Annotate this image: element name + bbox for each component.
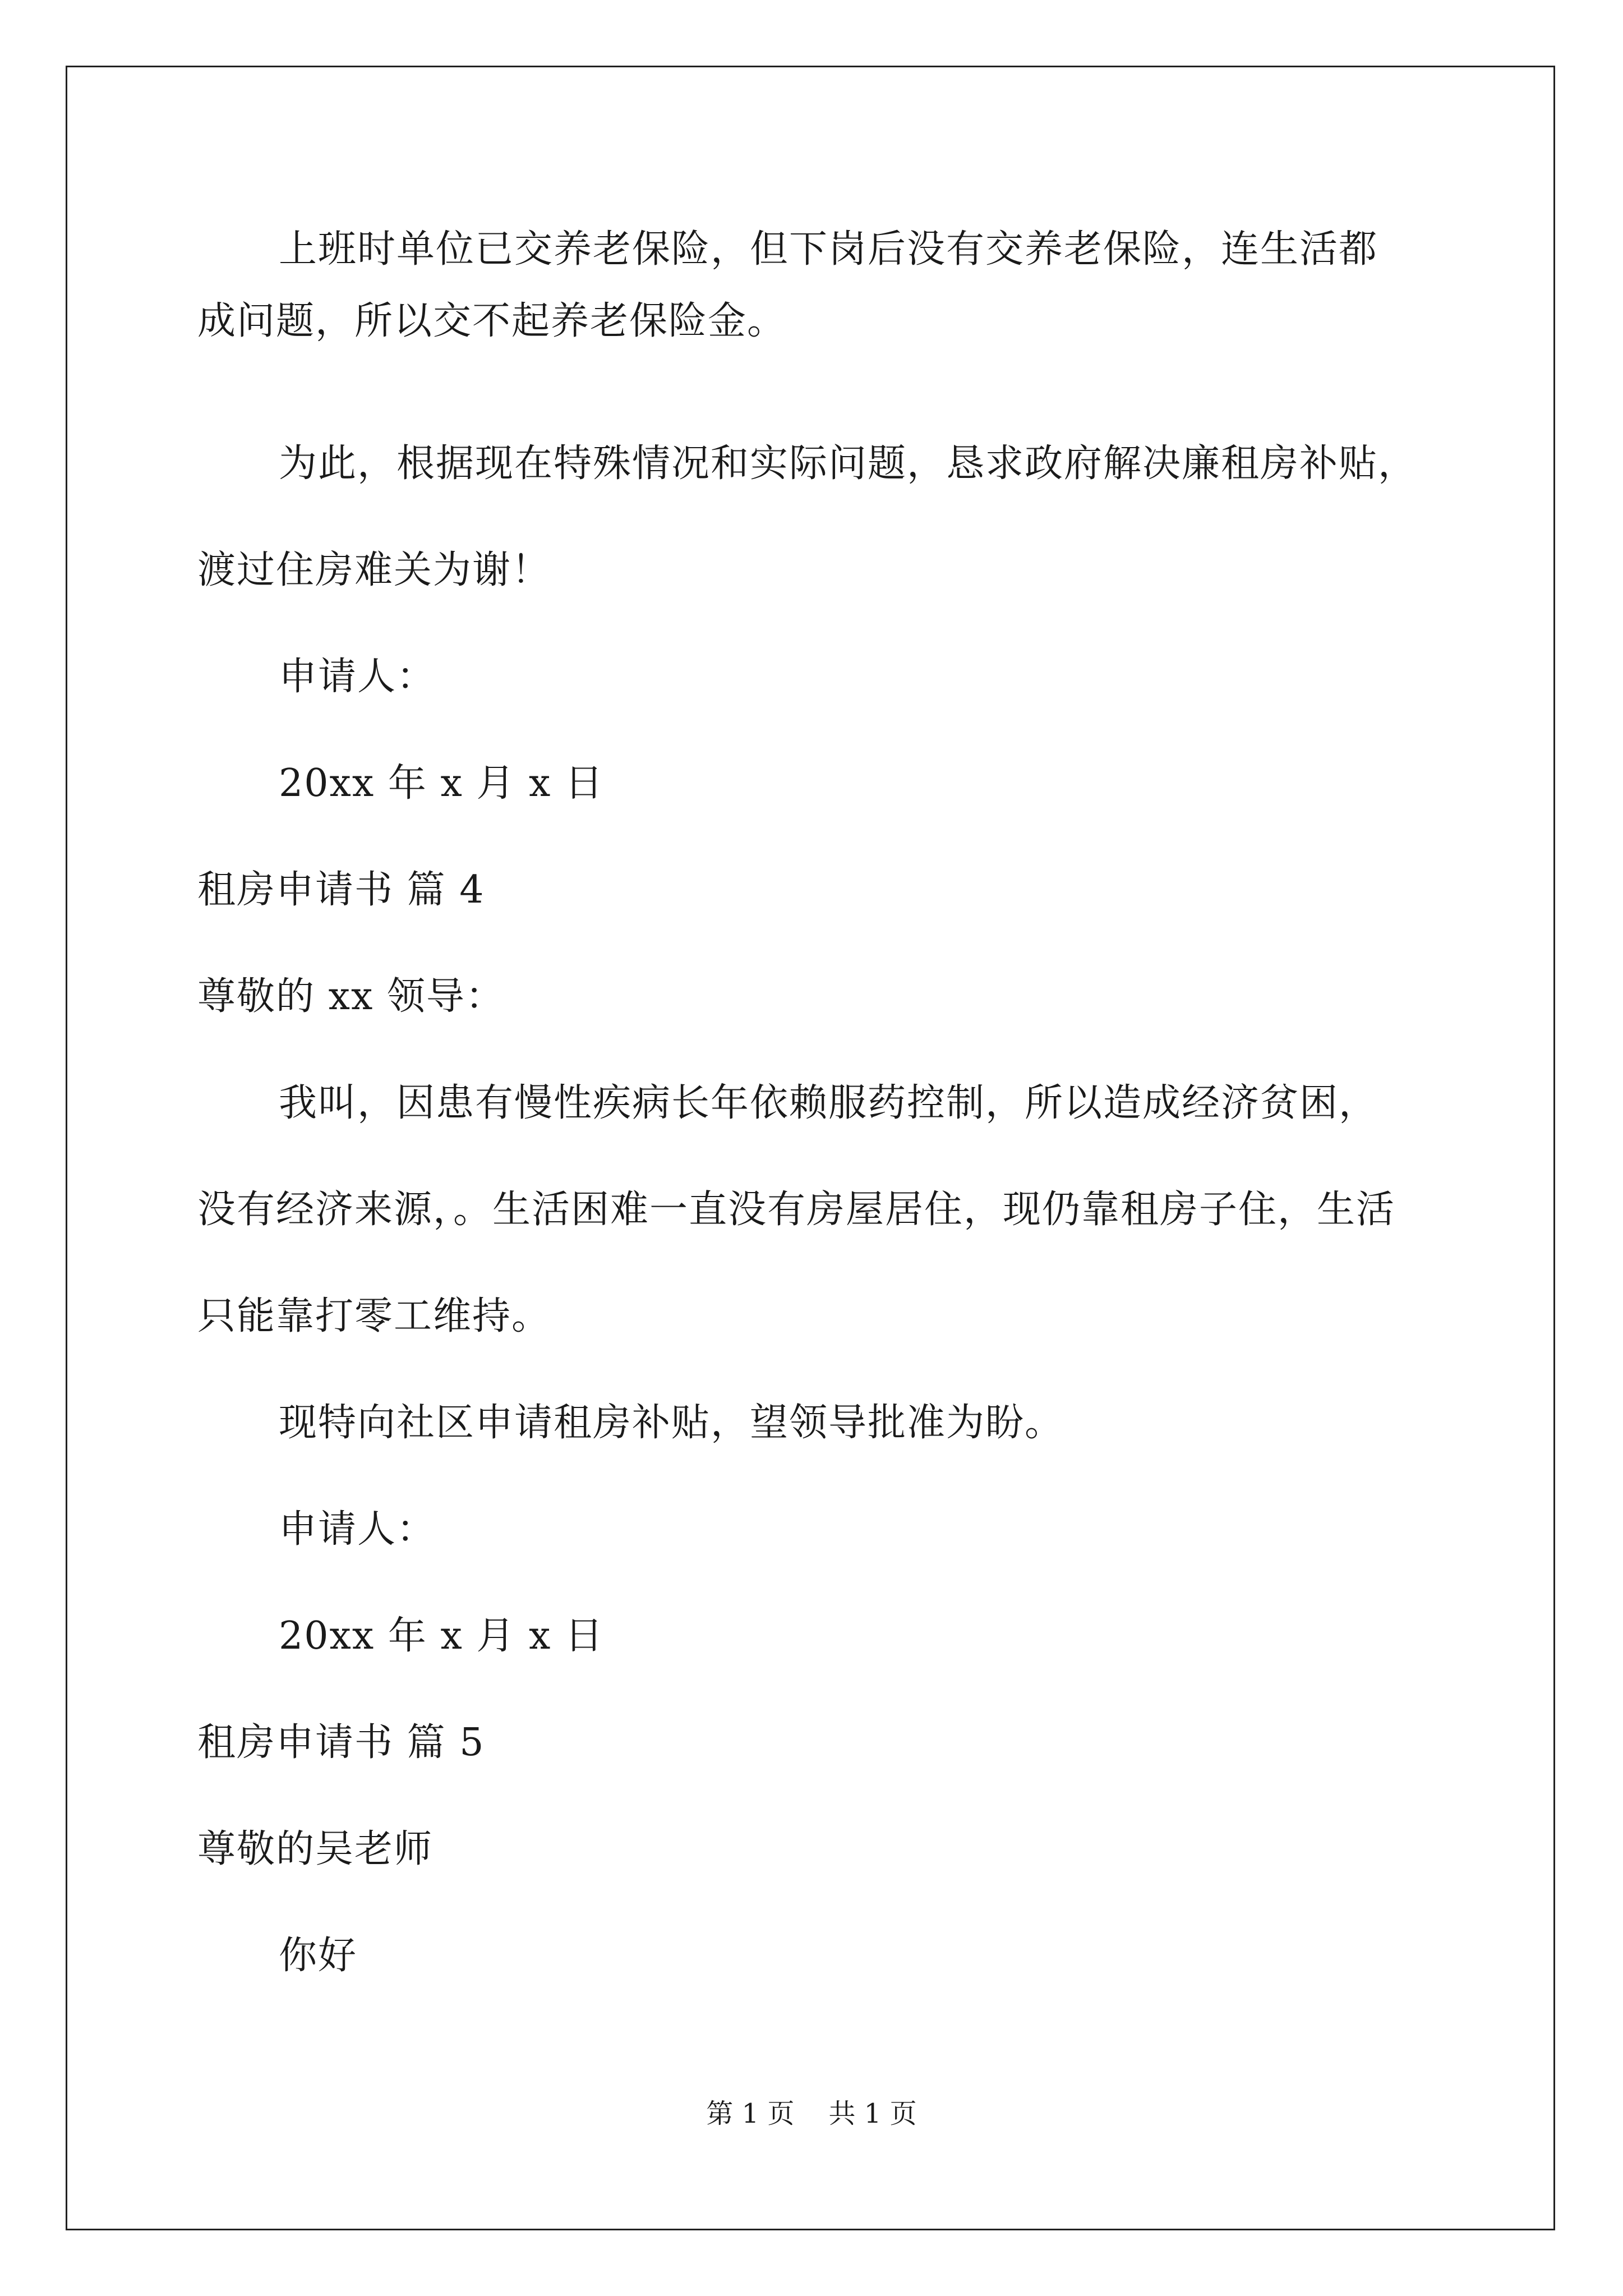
paragraph-line: 现特向社区申请租房补贴，望领导批准为盼。 <box>279 1401 1064 1445</box>
paragraph-line: 上班时单位已交养老保险，但下岗后没有交养老保险，连生活都 <box>279 227 1378 272</box>
paragraph-line: 成问题，所以交不起养老保险金。 <box>197 299 787 343</box>
paragraph-line: 没有经济来源，。生活困难一直没有房屋居住，现仍靠租房子住，生活 <box>197 1188 1396 1232</box>
paragraph-line: 我叫，因患有慢性疾病长年依赖服药控制，所以造成经济贫困， <box>279 1081 1378 1125</box>
date-line: 20xx 年 x 月 x 日 <box>279 761 605 806</box>
applicant-label: 申请人： <box>279 655 436 699</box>
page-footer: 第 1 页 共 1 页 <box>706 2098 917 2129</box>
applicant-label: 申请人： <box>279 1507 436 1552</box>
date-line: 20xx 年 x 月 x 日 <box>279 1614 605 1658</box>
salutation: 尊敬的吴老师 <box>197 1827 434 1871</box>
section-heading: 租房申请书 篇 4 <box>197 868 485 912</box>
section-heading: 租房申请书 篇 5 <box>197 1720 485 1765</box>
paragraph-line: 渡过住房难关为谢！ <box>197 548 551 592</box>
page-border <box>66 66 1555 2230</box>
paragraph-line: 为此，根据现在特殊情况和实际问题，恳求政府解决廉租房补贴， <box>279 441 1418 486</box>
salutation: 尊敬的 xx 领导： <box>197 974 505 1019</box>
greeting: 你好 <box>279 1934 358 1978</box>
paragraph-line: 只能靠打零工维持。 <box>197 1294 551 1338</box>
